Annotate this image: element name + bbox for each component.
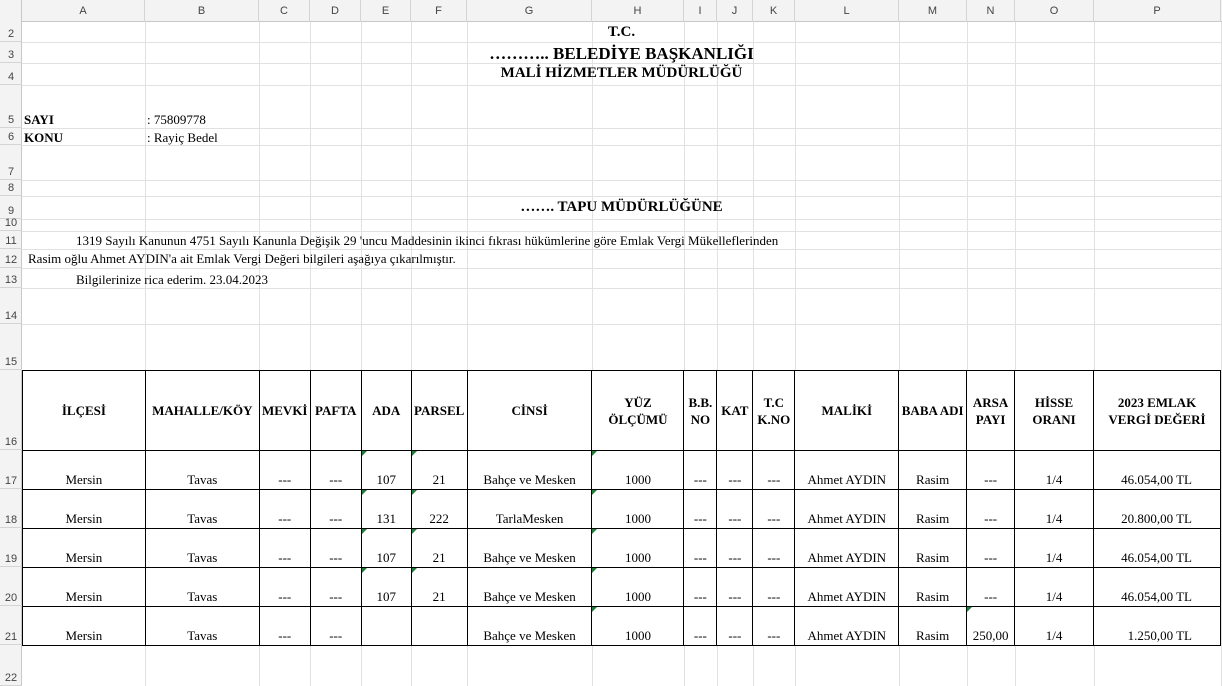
- table-cell[interactable]: 131: [361, 490, 411, 529]
- column-header-d[interactable]: D: [310, 0, 361, 22]
- table-cell[interactable]: TarlaMesken: [467, 490, 592, 529]
- table-cell[interactable]: ---: [310, 451, 361, 490]
- table-cell[interactable]: Tavas: [145, 490, 259, 529]
- table-cell[interactable]: ---: [717, 451, 753, 490]
- table-header-row: [23, 371, 1221, 451]
- table-cell[interactable]: Tavas: [145, 529, 259, 568]
- select-all-corner[interactable]: [0, 0, 22, 22]
- table-cell[interactable]: ---: [967, 451, 1015, 490]
- table-cell[interactable]: ---: [717, 529, 753, 568]
- column-header-m[interactable]: M: [899, 0, 967, 22]
- table-cell[interactable]: 1/4: [1015, 607, 1094, 646]
- column-header-e[interactable]: E: [361, 0, 411, 22]
- table-header-cell[interactable]: KAT: [717, 371, 753, 451]
- table-header-cell[interactable]: ARSA PAYI: [967, 371, 1015, 451]
- row-header-21[interactable]: 21: [0, 606, 22, 645]
- table-cell[interactable]: 1/4: [1015, 451, 1094, 490]
- table-header-cell[interactable]: PAFTA: [310, 371, 361, 451]
- table-cell[interactable]: ---: [753, 568, 795, 607]
- table-cell[interactable]: ---: [753, 490, 795, 529]
- table-cell[interactable]: ---: [717, 607, 753, 646]
- table-body: [23, 451, 1221, 646]
- table-cell[interactable]: Bahçe ve Mesken: [467, 451, 592, 490]
- paragraph-line-3: Bilgilerinize rica ederim. 23.04.2023: [76, 272, 269, 287]
- table-header-cell[interactable]: MAHALLE/KÖY: [145, 371, 259, 451]
- column-header-l[interactable]: L: [795, 0, 899, 22]
- table-cell[interactable]: ---: [717, 490, 753, 529]
- row-header-19[interactable]: 19: [0, 528, 22, 567]
- row-header-10[interactable]: 10: [0, 219, 22, 231]
- table-row: [23, 568, 1221, 607]
- table-cell[interactable]: 1000: [592, 451, 684, 490]
- table-row: [23, 490, 1221, 529]
- column-header-c[interactable]: C: [259, 0, 310, 22]
- table-cell[interactable]: Mersin: [23, 451, 146, 490]
- row-header-20[interactable]: 20: [0, 567, 22, 606]
- table-cell[interactable]: Rasim: [899, 451, 967, 490]
- table-cell[interactable]: Mersin: [23, 568, 146, 607]
- table-cell[interactable]: ---: [310, 490, 361, 529]
- column-header-j[interactable]: J: [717, 0, 753, 22]
- row-header-bar: [0, 22, 22, 686]
- table-cell[interactable]: ---: [310, 568, 361, 607]
- grid-hline: [22, 324, 1222, 325]
- table-row: [23, 529, 1221, 568]
- row-header-4[interactable]: 4: [0, 63, 22, 85]
- column-header-bar: [0, 0, 1222, 22]
- table-cell[interactable]: Bahçe ve Mesken: [467, 529, 592, 568]
- table-cell[interactable]: 1/4: [1015, 529, 1094, 568]
- sayi-label: SAYI: [24, 112, 54, 127]
- grid-hline: [22, 85, 1222, 86]
- table-cell[interactable]: 20.800,00 TL: [1094, 490, 1221, 529]
- table-cell[interactable]: 1.250,00 TL: [1094, 607, 1221, 646]
- table-header-cell[interactable]: MALİKİ: [795, 371, 899, 451]
- doc-belediye: ……….. BELEDİYE BAŞKANLIĞI: [489, 44, 754, 63]
- table-cell[interactable]: ---: [259, 607, 310, 646]
- table-cell[interactable]: Tavas: [145, 451, 259, 490]
- table-cell[interactable]: Bahçe ve Mesken: [467, 568, 592, 607]
- table-cell[interactable]: 1/4: [1015, 490, 1094, 529]
- column-header-p[interactable]: P: [1094, 0, 1221, 22]
- row-header-2[interactable]: 2: [0, 22, 22, 42]
- konu-value: : Rayiç Bedel: [147, 130, 218, 145]
- table-cell[interactable]: 46.054,00 TL: [1094, 568, 1221, 607]
- table-cell[interactable]: Ahmet AYDIN: [795, 568, 899, 607]
- column-header-n[interactable]: N: [967, 0, 1015, 22]
- table-cell[interactable]: 107: [361, 529, 411, 568]
- table-cell[interactable]: 1000: [592, 568, 684, 607]
- column-header-k[interactable]: K: [753, 0, 795, 22]
- table-cell[interactable]: Bahçe ve Mesken: [467, 607, 592, 646]
- table-row: [23, 607, 1221, 646]
- table-header-cell[interactable]: YÜZ ÖLÇÜMÜ: [592, 371, 684, 451]
- table-cell[interactable]: ---: [684, 529, 717, 568]
- table-header-cell[interactable]: ADA: [361, 371, 411, 451]
- table-cell[interactable]: ---: [259, 568, 310, 607]
- sayi-value: : 75809778: [147, 112, 206, 127]
- table-cell[interactable]: 21: [411, 529, 467, 568]
- table-cell[interactable]: ---: [967, 529, 1015, 568]
- table-cell[interactable]: Rasim: [899, 607, 967, 646]
- table-header-cell[interactable]: PARSEL: [411, 371, 467, 451]
- table-cell[interactable]: 1000: [592, 490, 684, 529]
- row-header-22[interactable]: 22: [0, 645, 22, 686]
- emlak-table: [22, 370, 1221, 646]
- table-header-cell[interactable]: T.C K.NO: [753, 371, 795, 451]
- table-cell[interactable]: Mersin: [23, 607, 146, 646]
- table-cell[interactable]: ---: [684, 607, 717, 646]
- table-cell[interactable]: ---: [967, 490, 1015, 529]
- grid-hline: [22, 128, 1222, 129]
- table-cell[interactable]: Rasim: [899, 529, 967, 568]
- table-cell[interactable]: ---: [310, 607, 361, 646]
- table-cell[interactable]: [411, 607, 467, 646]
- table-cell[interactable]: ---: [310, 529, 361, 568]
- table-cell[interactable]: ---: [753, 529, 795, 568]
- row-header-7[interactable]: 7: [0, 145, 22, 180]
- table-cell[interactable]: 1/4: [1015, 568, 1094, 607]
- konu-label: KONU: [24, 130, 63, 145]
- row-header-12[interactable]: 12: [0, 249, 22, 268]
- table-header-cell[interactable]: CİNSİ: [467, 371, 592, 451]
- table-cell[interactable]: 107: [361, 451, 411, 490]
- column-header-h[interactable]: H: [592, 0, 684, 22]
- doc-mudurluk: MALİ HİZMETLER MÜDÜRLÜĞÜ: [500, 65, 743, 81]
- grid-hline: [22, 180, 1222, 181]
- table-cell[interactable]: Tavas: [145, 607, 259, 646]
- table-cell[interactable]: Tavas: [145, 568, 259, 607]
- row-header-3[interactable]: 3: [0, 42, 22, 63]
- table-cell[interactable]: ---: [259, 451, 310, 490]
- grid-hline: [22, 196, 1222, 197]
- table-header-cell[interactable]: İLÇESİ: [23, 371, 146, 451]
- table-cell[interactable]: 46.054,00 TL: [1094, 451, 1221, 490]
- grid-hline: [22, 231, 1222, 232]
- table-cell[interactable]: ---: [753, 607, 795, 646]
- table-cell[interactable]: Mersin: [23, 529, 146, 568]
- table-row: [23, 451, 1221, 490]
- column-header-f[interactable]: F: [411, 0, 467, 22]
- table-cell[interactable]: 21: [411, 451, 467, 490]
- column-header-o[interactable]: O: [1015, 0, 1094, 22]
- table-cell[interactable]: 222: [411, 490, 467, 529]
- table-cell[interactable]: ---: [684, 451, 717, 490]
- column-header-a[interactable]: A: [22, 0, 145, 22]
- table-cell[interactable]: [361, 607, 411, 646]
- table-cell[interactable]: Ahmet AYDIN: [795, 529, 899, 568]
- table-cell[interactable]: 1000: [592, 607, 684, 646]
- table-header-cell[interactable]: BABA ADI: [899, 371, 967, 451]
- row-header-9[interactable]: 9: [0, 196, 22, 219]
- table-cell[interactable]: ---: [259, 529, 310, 568]
- doc-tapu: ……. TAPU MÜDÜRLÜĞÜNE: [520, 199, 723, 215]
- row-header-18[interactable]: 18: [0, 489, 22, 528]
- grid-hline: [22, 268, 1222, 269]
- grid-hline: [22, 42, 1222, 43]
- row-header-15[interactable]: 15: [0, 324, 22, 370]
- table-cell[interactable]: Ahmet AYDIN: [795, 451, 899, 490]
- table-cell[interactable]: 46.054,00 TL: [1094, 529, 1221, 568]
- row-header-5[interactable]: 5: [0, 85, 22, 128]
- paragraph-line-2: Rasim oğlu Ahmet AYDIN'a ait Emlak Vergi Değeri bilgileri aşağıya çıkarılmıştır.: [28, 251, 456, 266]
- table-cell[interactable]: 1000: [592, 529, 684, 568]
- row-header-6[interactable]: 6: [0, 128, 22, 145]
- column-header-b[interactable]: B: [145, 0, 259, 22]
- table-cell[interactable]: Mersin: [23, 490, 146, 529]
- table-header-cell[interactable]: MEVKİ: [259, 371, 310, 451]
- row-header-14[interactable]: 14: [0, 288, 22, 324]
- grid-hline: [22, 219, 1222, 220]
- table-cell[interactable]: 250,00: [967, 607, 1015, 646]
- table-cell[interactable]: ---: [753, 451, 795, 490]
- table-cell[interactable]: ---: [259, 490, 310, 529]
- table-cell[interactable]: ---: [967, 568, 1015, 607]
- row-header-8[interactable]: 8: [0, 180, 22, 196]
- row-header-17[interactable]: 17: [0, 450, 22, 489]
- grid-hline: [22, 288, 1222, 289]
- table-cell[interactable]: Rasim: [899, 490, 967, 529]
- column-header-g[interactable]: G: [467, 0, 592, 22]
- table-cell[interactable]: ---: [684, 490, 717, 529]
- row-header-16[interactable]: 16: [0, 370, 22, 450]
- grid-hline: [22, 249, 1222, 250]
- table-cell[interactable]: ---: [717, 568, 753, 607]
- table-cell[interactable]: Ahmet AYDIN: [795, 607, 899, 646]
- table-cell[interactable]: 21: [411, 568, 467, 607]
- row-header-11[interactable]: 11: [0, 231, 22, 249]
- table-header-cell[interactable]: HİSSE ORANI: [1015, 371, 1094, 451]
- table-header-cell[interactable]: 2023 EMLAK VERGİ DEĞERİ: [1094, 371, 1221, 451]
- doc-tc: T.C.: [607, 24, 636, 40]
- paragraph-line-1: 1319 Sayılı Kanunun 4751 Sayılı Kanunla Değişik 29 'uncu Maddesinin ikinci fıkrası hükümlerine göre Emlak Vergi Mükelleflerinden: [76, 233, 779, 248]
- table-cell[interactable]: ---: [684, 568, 717, 607]
- table-cell[interactable]: Ahmet AYDIN: [795, 490, 899, 529]
- row-header-13[interactable]: 13: [0, 268, 22, 288]
- table-cell[interactable]: 107: [361, 568, 411, 607]
- column-header-i[interactable]: I: [684, 0, 717, 22]
- table-cell[interactable]: Rasim: [899, 568, 967, 607]
- table-header-cell[interactable]: B.B. NO: [684, 371, 717, 451]
